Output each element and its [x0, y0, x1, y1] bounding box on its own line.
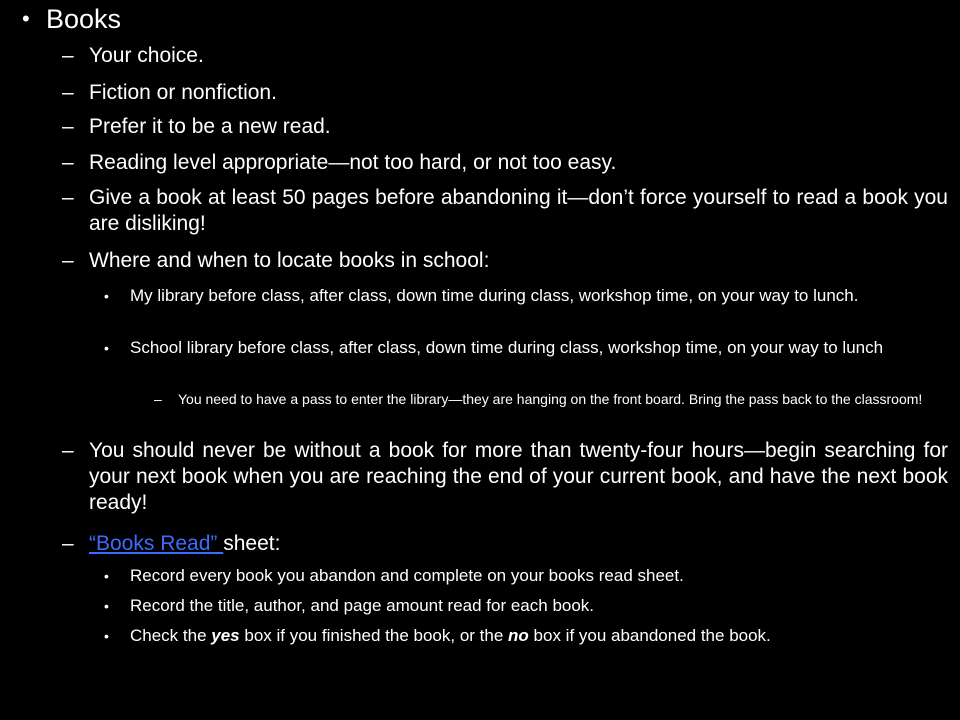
list-item	[62, 438, 948, 516]
bullet-icon: •	[104, 568, 109, 584]
list-item-text: Fiction or nonfiction.	[89, 81, 277, 104]
dash-icon: –	[62, 186, 74, 209]
list-item-text: Where and when to locate books in school:	[89, 249, 490, 272]
sub-list-item-text: School library before class, after class, down time during class, workshop time, on your way to lunch	[130, 338, 884, 357]
dash-icon: –	[62, 151, 74, 174]
slide-title-row	[22, 2, 942, 36]
sub-list-item	[104, 595, 940, 617]
books-read-link[interactable]: “Books Read”	[89, 532, 224, 555]
list-item-text: Prefer it to be a new read.	[89, 115, 331, 138]
sub-list-item	[104, 285, 940, 307]
list-item-text: Give a book at least 50 pages before abandoning it—don’t force yourself to read a book you are disliking!	[89, 186, 948, 235]
bullet-icon: •	[104, 288, 109, 304]
text-part: box if you finished the book, or the	[239, 626, 509, 645]
text-part: box if you abandoned the book.	[528, 626, 771, 645]
sub-sub-list-item	[154, 390, 940, 408]
list-item	[62, 531, 948, 557]
dash-icon: –	[62, 249, 74, 272]
list-item-text: Reading level appropriate—not too hard, or not too easy.	[89, 151, 617, 174]
sub-list-item	[104, 625, 940, 647]
list-item-text: You should never be without a book for more than twenty-four hours—begin searching for your next book when you are reaching the end of your current book, and have the next book ready!	[89, 439, 948, 514]
dash-icon: –	[62, 532, 74, 555]
slide-title: Books	[46, 4, 122, 34]
dash-icon: –	[62, 81, 74, 104]
list-item	[62, 114, 948, 140]
text-part: Check the	[130, 626, 212, 645]
list-item	[62, 43, 948, 69]
list-item	[62, 248, 948, 274]
yes-emphasis: yes	[211, 626, 240, 645]
list-item	[62, 185, 948, 237]
sub-list-item	[104, 565, 940, 587]
bullet-icon: •	[104, 628, 109, 644]
bullet-icon: •	[22, 6, 30, 31]
list-item-text: Your choice.	[89, 44, 204, 67]
dash-icon: –	[154, 391, 162, 407]
sub-list-item-text: Record every book you abandon and complete on your books read sheet.	[130, 566, 684, 585]
list-item	[62, 80, 948, 106]
dash-icon: –	[62, 44, 74, 67]
dash-icon: –	[62, 115, 74, 138]
sub-list-item-text: My library before class, after class, down time during class, workshop time, on your way to lunch.	[130, 286, 859, 305]
list-item-text	[89, 531, 948, 557]
sub-sub-list-item-text: You need to have a pass to enter the library—they are hanging on the front board. Bring the pass back to the classroom!	[178, 391, 923, 407]
no-emphasis: no	[508, 626, 529, 645]
sub-list-item-text: Record the title, author, and page amount read for each book.	[130, 596, 595, 615]
bullet-icon: •	[104, 340, 109, 356]
bullet-icon: •	[104, 598, 109, 614]
list-item	[62, 150, 948, 176]
sub-list-item	[104, 337, 940, 359]
list-item-text-suffix: sheet:	[223, 532, 281, 555]
sub-list-item-text	[130, 625, 940, 647]
dash-icon: –	[62, 439, 74, 462]
